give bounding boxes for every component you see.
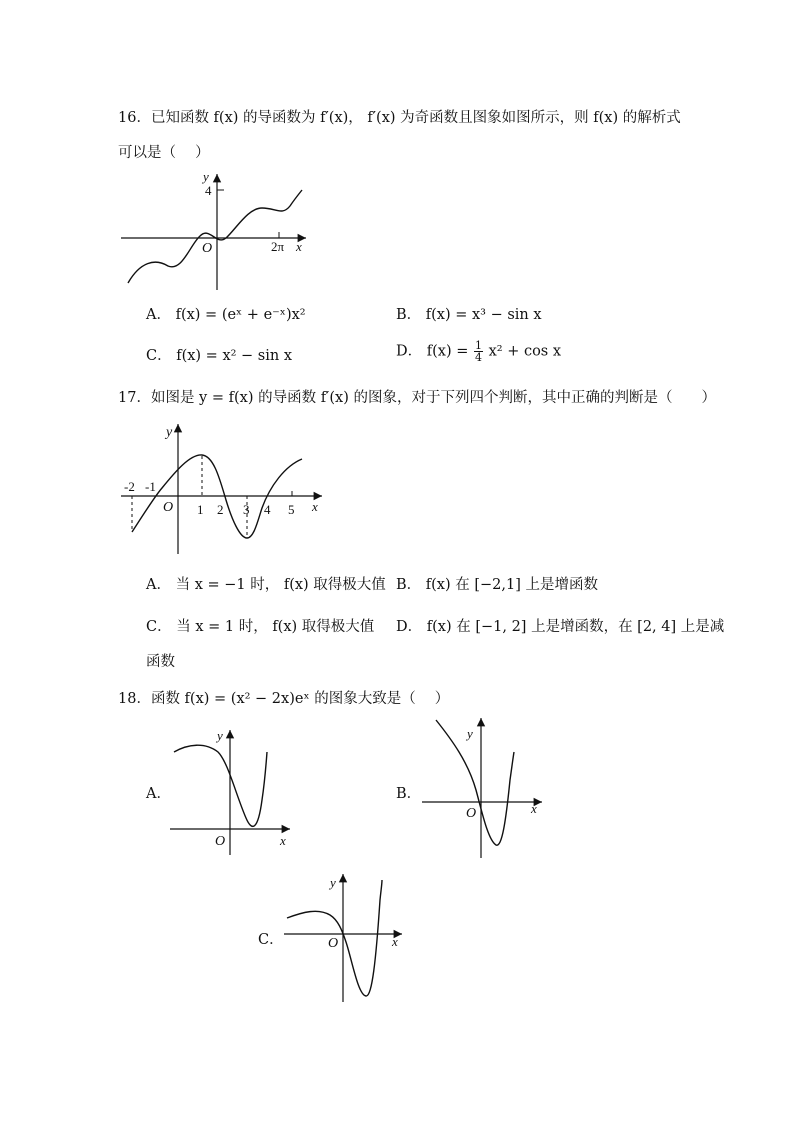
q17-option-d[interactable] xyxy=(396,617,724,637)
q16-option-d[interactable] xyxy=(396,340,561,363)
q16-curve xyxy=(128,190,302,283)
q18b-x-label: x xyxy=(531,801,537,816)
q16-stem-line1: 16．已知函数 f(x) 的导函数为 f′(x)， f′(x) 为奇函数且图象如图所示，则 f(x) 的解析式 xyxy=(118,110,681,126)
q16-option-c[interactable] xyxy=(146,346,292,366)
q16-option-a[interactable] xyxy=(146,305,306,325)
q18-option-b-label[interactable]: B． xyxy=(396,786,422,802)
q16-option-b-label: B． xyxy=(396,307,422,323)
q17-option-c[interactable] xyxy=(146,617,374,637)
q16-option-d-num: 1 xyxy=(474,339,482,352)
q16-graph xyxy=(110,168,315,293)
q16-option-b[interactable] xyxy=(396,305,542,325)
q18-option-a-label[interactable]: A． xyxy=(146,786,171,802)
q17-option-c-label: C． xyxy=(146,619,172,635)
q17-tick-3: 3 xyxy=(243,502,250,517)
q16-option-d-post: x² + cos x xyxy=(488,343,562,360)
q18a-curve xyxy=(174,745,267,826)
q16-option-b-text: f(x) = x³ − sin x xyxy=(425,307,542,323)
q17-option-d-text: f(x) 在 [−1, 2] 上是增函数，在 [2, 4] 上是减 xyxy=(426,619,725,635)
q16-origin: O xyxy=(202,241,213,256)
q17-tick-neg2: -2 xyxy=(124,479,135,494)
q18-stem: 18．函数 f(x) = (x² − 2x)eˣ 的图象大致是（ ） xyxy=(118,691,450,707)
q17-option-b-label: B． xyxy=(396,577,422,593)
q17-option-a-label: A． xyxy=(146,577,171,593)
q16-option-d-fraction xyxy=(474,340,483,363)
q16-option-d-label: D． xyxy=(396,343,423,360)
q16-y-tick: 4 xyxy=(205,183,212,198)
q18c-origin: O xyxy=(328,936,339,951)
q18a-origin: O xyxy=(215,834,226,849)
q18b-curve xyxy=(436,720,514,845)
q18-graph-c[interactable] xyxy=(280,870,405,1005)
q18a-y-label: y xyxy=(217,728,223,743)
q18-graph-b[interactable] xyxy=(418,713,548,860)
q16-stem-line2: 可以是（ ） xyxy=(118,145,210,161)
q16-x-label: x xyxy=(296,239,302,254)
q17-tick-5: 5 xyxy=(288,502,295,517)
q17-origin: O xyxy=(163,500,174,515)
q17-x-label: x xyxy=(312,499,318,514)
q18-option-c-label[interactable]: C． xyxy=(258,932,284,948)
q16-option-a-label: A． xyxy=(146,307,171,323)
q17-y-label: y xyxy=(166,425,173,440)
q17-tick-1: 1 xyxy=(197,502,204,517)
q17-graph xyxy=(115,418,330,560)
q17-option-b-text: f(x) 在 [−2,1] 上是增函数 xyxy=(425,577,598,593)
q17-option-b[interactable] xyxy=(396,575,598,595)
q17-option-a[interactable] xyxy=(146,575,386,595)
q18c-y-label: y xyxy=(330,875,336,890)
q16-option-c-text: f(x) = x² − sin x xyxy=(176,348,293,364)
q18a-x-label: x xyxy=(280,833,286,848)
q16-y-label: y xyxy=(203,169,209,184)
q16-x-tick: 2π xyxy=(271,239,285,254)
q16-option-d-pre: f(x) = xyxy=(426,343,469,360)
q16-option-c-label: C． xyxy=(146,348,172,364)
q17-option-a-text: 当 x = −1 时， f(x) 取得极大值 xyxy=(175,577,386,593)
q17-stem: 17．如图是 y = f(x) 的导函数 f′(x) 的图象，对于下列四个判断，其中正确的判断是（ ） xyxy=(118,390,716,406)
q17-tick-neg1: -1 xyxy=(145,479,156,494)
q16-option-d-den: 4 xyxy=(474,351,482,364)
q18c-x-label: x xyxy=(392,934,398,949)
q17-tick-4: 4 xyxy=(264,502,271,517)
q16-option-a-text: f(x) = (eˣ + e⁻ˣ)x² xyxy=(175,307,306,323)
q18b-origin: O xyxy=(466,806,477,821)
q17-option-d-continuation: 函数 xyxy=(146,654,175,670)
q17-option-c-text: 当 x = 1 时， f(x) 取得极大值 xyxy=(176,619,375,635)
q17-option-d-label: D． xyxy=(396,619,423,635)
q17-tick-2: 2 xyxy=(217,502,224,517)
q18b-y-label: y xyxy=(467,726,473,741)
q18-graph-a[interactable] xyxy=(165,725,295,860)
